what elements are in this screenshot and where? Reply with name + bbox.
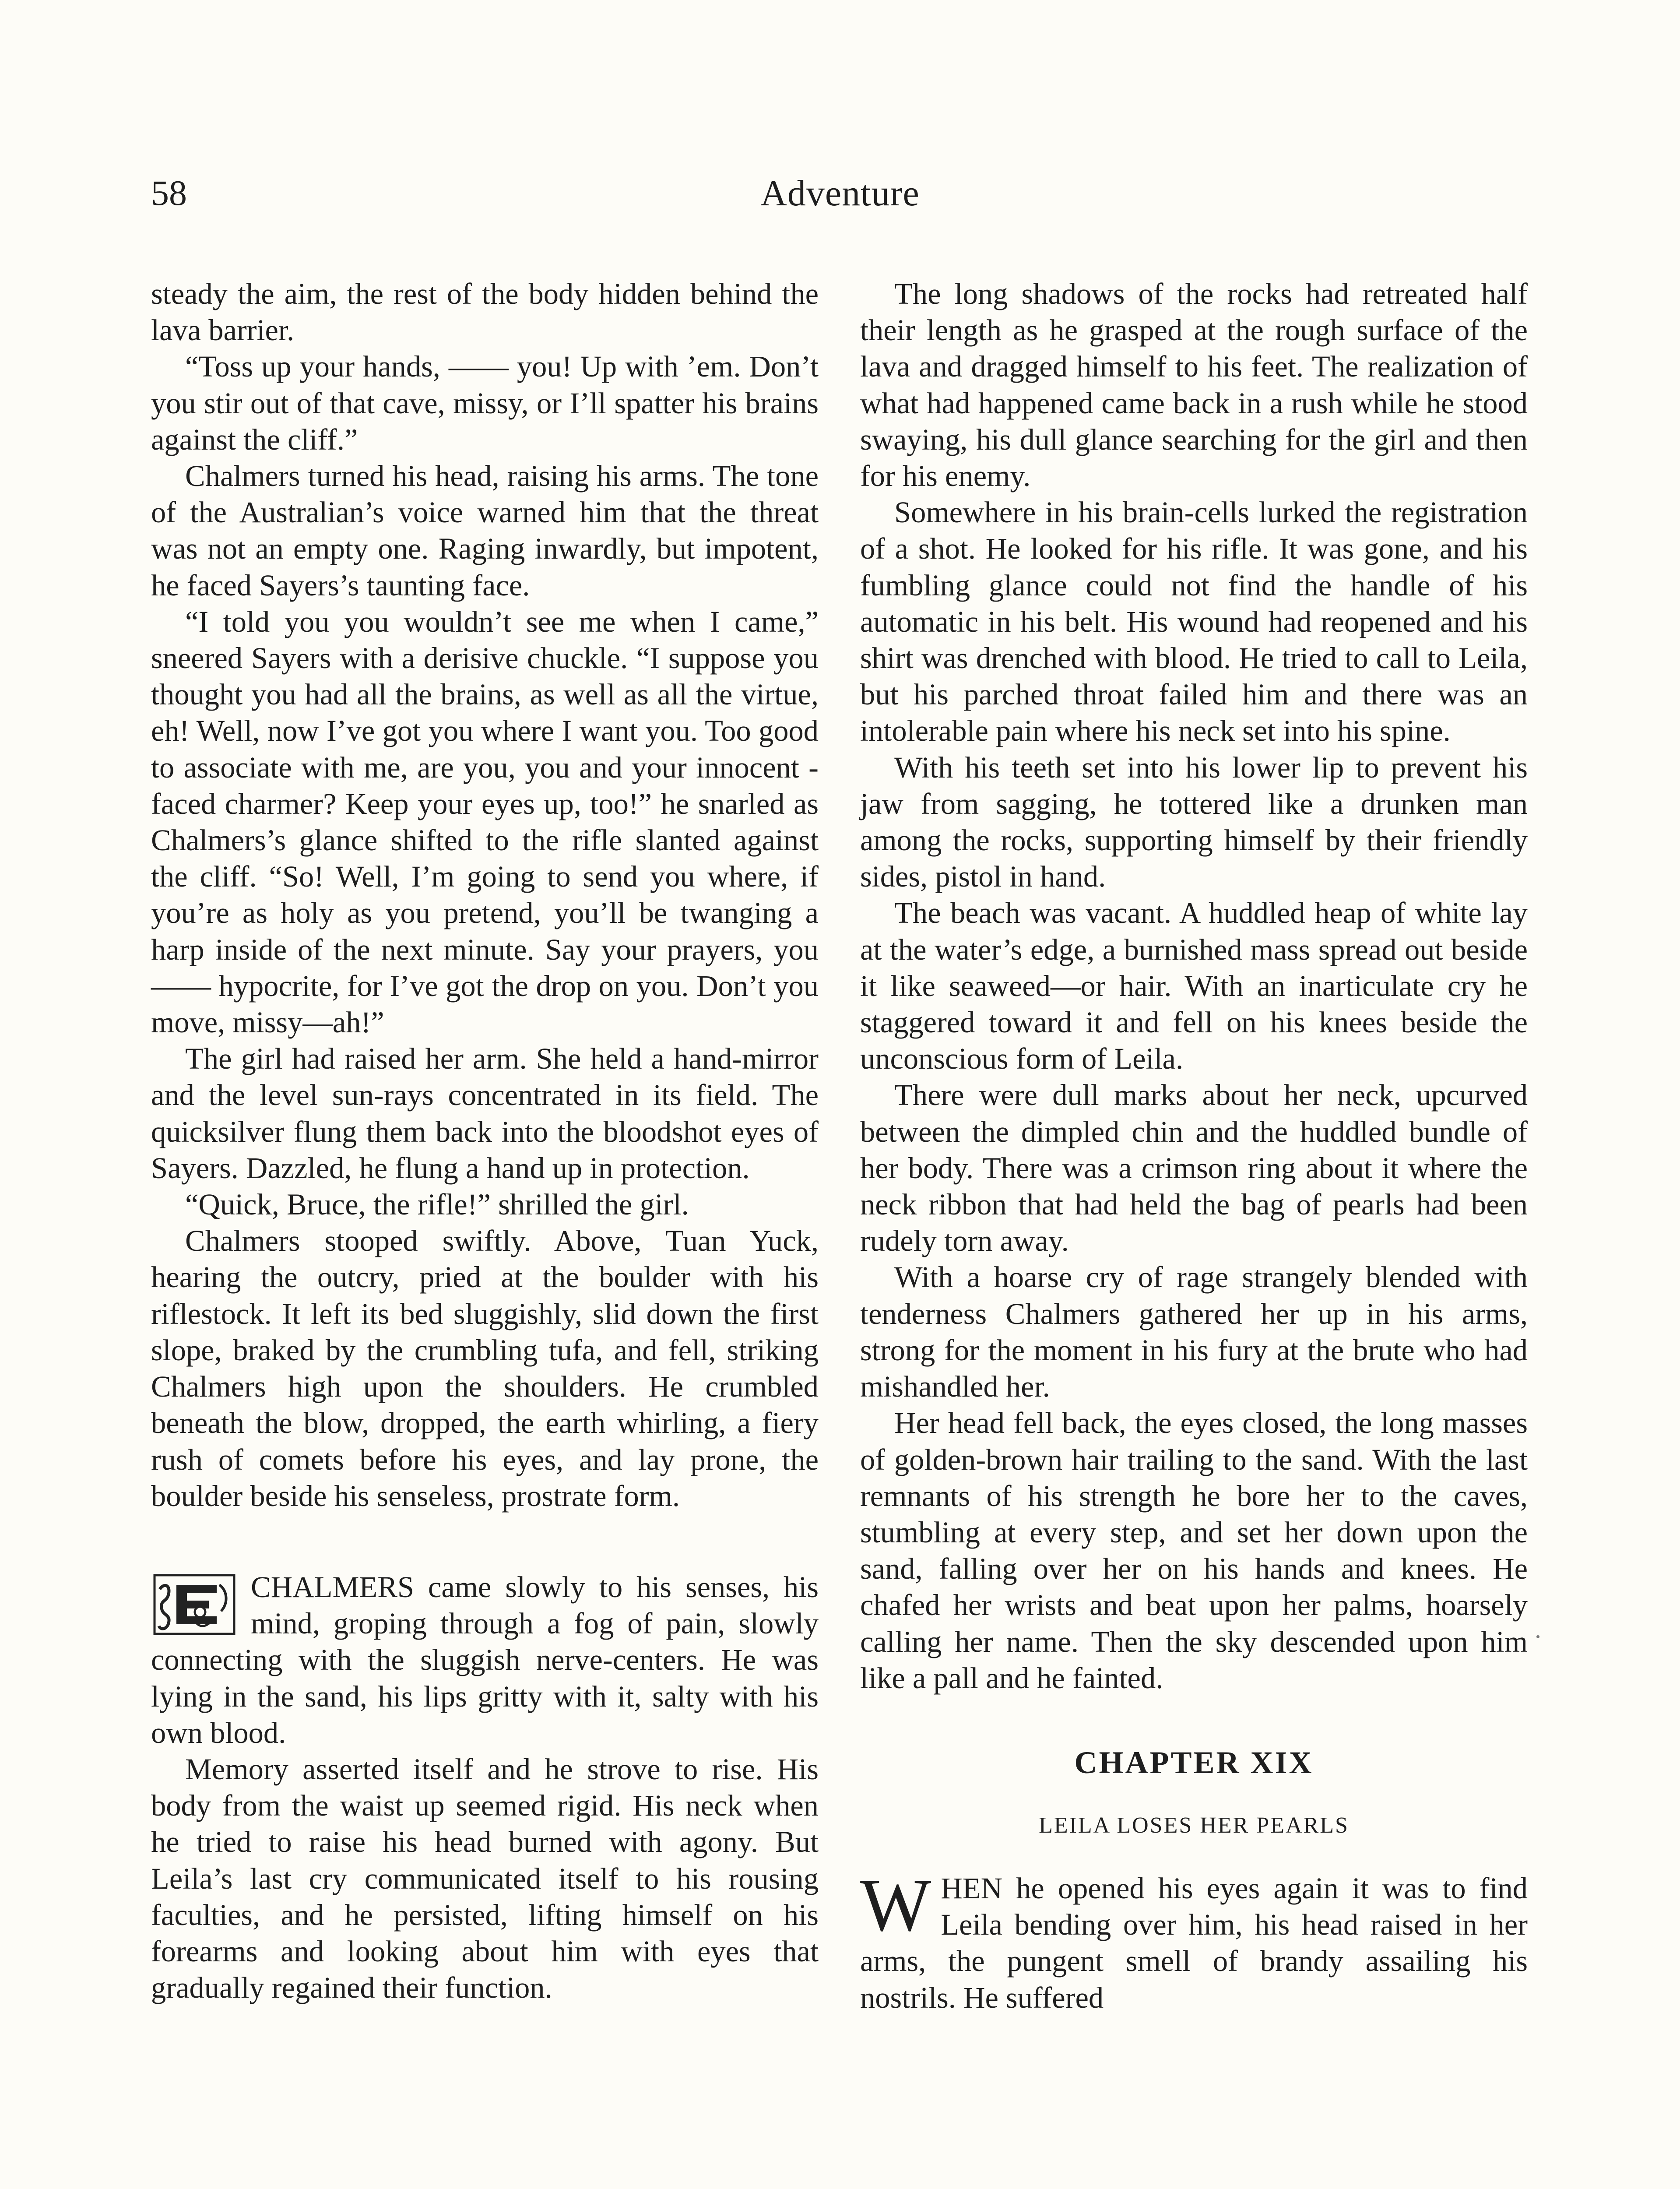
paragraph: There were dull marks about her neck, upcurved between the dimpled chin and the huddled bundle of her body. There was a crimson ring about it where the neck ribbon that had held the bag of pearls had been rudely torn away. bbox=[860, 1078, 1528, 1258]
paragraph: steady the aim, the rest of the body hidden behind the lava barrier. bbox=[151, 277, 819, 347]
paragraph-chalmers-senses: CHALMERS came slowly to his senses, his mind, groping through a fog of pain, slowly connecting with the sluggish nerve-centers. He was lying in the sand, his lips gritty with it, salty with his own blood. bbox=[151, 1570, 819, 1749]
paragraph: The long shadows of the rocks had retreated half their length as he grasped at the rough surface of the lava and dragged himself to his feet. The realization of what had happened came back in a rush while he stood swaying, his dull glance searching for the girl and then for his enemy. bbox=[860, 277, 1528, 493]
page-number: 58 bbox=[151, 173, 187, 213]
chapter-spacer bbox=[860, 1696, 1528, 1745]
paragraph: “I told you you wouldn’t see me when I came,” sneered Sayers with a derisive chuckle. “I suppose you thought you had all the brains, as well as all the virtue, eh! Well, now I’ve got you where I want you. Too good to associate with me, are you, you and your innocent - faced charmer? Keep your eyes up, too!” he snarled as Chalmers’s glance shifted to the rifle slanted against the cliff. “So! Well, I’m going to send you where, if you’re as holy as you pretend, you’ll be twanging a harp inside of the next minute. Say your prayers, you —— hypocrite, for I’ve got the drop on you. Don’t you move, missy—ah!” bbox=[151, 605, 819, 1039]
section-break bbox=[151, 1514, 819, 1569]
paragraph: “Quick, Bruce, the rifle!” shrilled the girl. bbox=[185, 1188, 689, 1221]
decorative-initial-e-icon bbox=[151, 1572, 239, 1637]
drop-cap-letter: W bbox=[860, 1863, 931, 1947]
paragraph-chapter-opening: HEN he opened his eyes again it was to find Leila bending over him, his head raised in her arms, the pungent smell of brandy assailing his nostrils. He suffered bbox=[860, 1871, 1528, 2014]
paragraph: Somewhere in his brain-cells lurked the registration of a shot. He looked for his rifle. It was gone, and his fumbling glance could not find the handle of his automatic in his belt. His wound had reopened and his shirt was drenched with blood. He tried to call to Leila, but his parched throat failed him and there was an intolerable pain where his neck set into his spine. bbox=[860, 496, 1528, 748]
paper-speck bbox=[1536, 1635, 1539, 1638]
paragraph: With a hoarse cry of rage strangely blended with tenderness Chalmers gathered her up in his arms, strong for the moment in his fury at the brute who had mishandled her. bbox=[860, 1260, 1528, 1404]
paragraph: Chalmers stooped swiftly. Above, Tuan Yuck, hearing the outcry, pried at the boulder with his riflestock. It left its bed sluggishly, slid down the first slope, braked by the crumbling tufa, and fell, striking Chalmers high upon the shoulders. He crumbled beneath the blow, dropped, the earth whirling, a fiery rush of comets before his eyes, and lay prone, the boulder beside his senseless, prostrate form. bbox=[151, 1224, 819, 1513]
paragraph: The girl had raised her arm. She held a hand-mirror and the level sun-rays concentrated in its field. The quicksilver flung them back into the bloodshot eyes of Sayers. Dazzled, he flung a hand up in protection. bbox=[151, 1042, 819, 1185]
chapter-heading: CHAPTER XIX bbox=[1074, 1745, 1314, 1780]
paragraph: Chalmers turned his head, raising his arms. The tone of the Australian’s voice warned him that the threat was not an empty one. Raging inwardly, but impotent, he faced Sayers’s taunting face. bbox=[151, 459, 819, 602]
right-column bbox=[860, 276, 1528, 2016]
paragraph: The beach was vacant. A huddled heap of white lay at the water’s edge, a burnished mass spread out beside it like seaweed—or hair. With an inarticulate cry he staggered toward it and fell on his knees beside the unconscious form of Leila. bbox=[860, 896, 1528, 1076]
paragraph: With his teeth set into his lower lip to prevent his jaw from sagging, he tottered like a drunken man among the rocks, supporting himself by their friendly sides, pistol in hand. bbox=[860, 750, 1528, 894]
running-head-title: Adventure bbox=[760, 173, 920, 214]
dropcap-paragraph bbox=[860, 1863, 1528, 2016]
dropcap-paragraph bbox=[151, 1569, 819, 1751]
left-column bbox=[151, 276, 819, 2006]
chapter-title: LEILA LOSES HER PEARLS bbox=[1039, 1812, 1349, 1838]
paragraph: Her head fell back, the eyes closed, the long masses of golden-brown hair trailing to the sand. With the last remnants of his strength he bore her to the caves, stumbling at every step, and set her down upon the sand, falling over her on his hands and knees. He chafed her wrists and beat upon her palms, hoarsely calling her name. Then the sky descended upon him like a pall and he fainted. bbox=[860, 1406, 1528, 1695]
paragraph: Memory asserted itself and he strove to rise. His body from the waist up seemed rigid. His neck when he tried to raise his head burned with agony. But Leila’s last cry communicated itself to his rousing faculties, and he persisted, lifting himself on his forearms and looking about him with eyes that gradually regained their function. bbox=[151, 1752, 819, 2005]
paragraph: “Toss up your hands, —— you! Up with ’em. Don’t you stir out of that cave, missy, or I’ll spatter his brains against the cliff.” bbox=[151, 350, 819, 456]
